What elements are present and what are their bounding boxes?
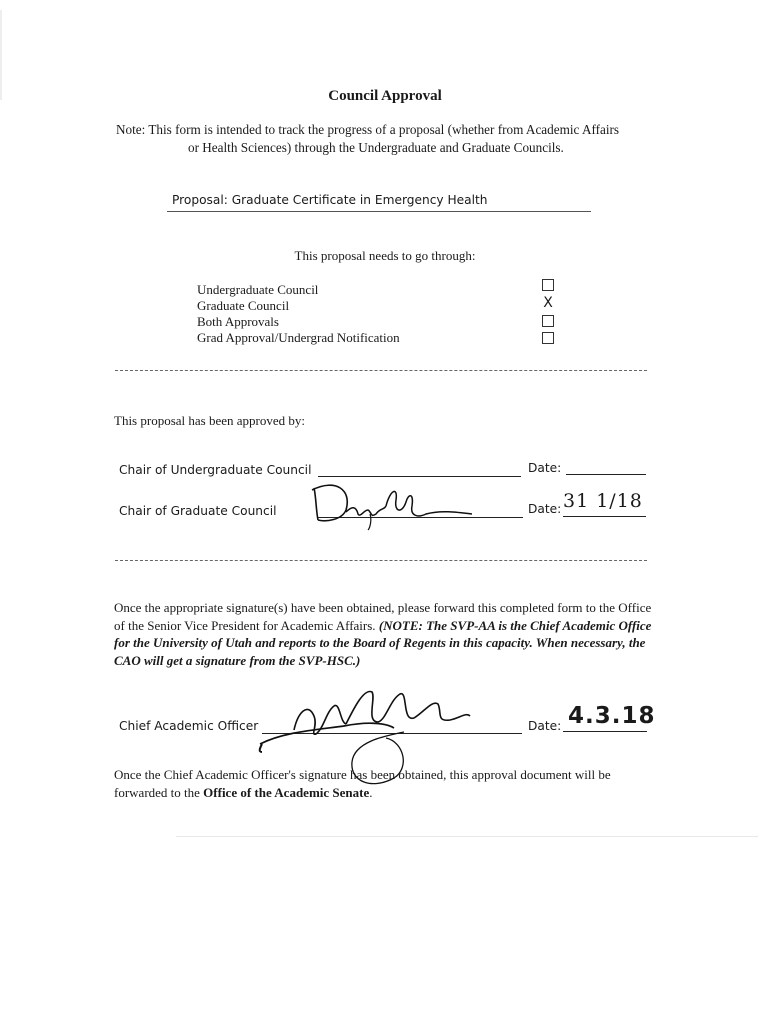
- cao-date-handwritten: 4.3.18: [568, 703, 656, 729]
- option-both-approvals: Both Approvals: [197, 314, 279, 329]
- form-note: [116, 121, 676, 157]
- final-period: .: [369, 784, 373, 800]
- routing-heading: This proposal needs to go through:: [294, 248, 476, 263]
- form-title: Council Approval: [328, 88, 442, 104]
- cao-date-line[interactable]: [563, 731, 647, 732]
- grad-chair-label: Chair of Graduate Council: [119, 504, 277, 518]
- grad-chair-date-label: Date:: [528, 502, 562, 516]
- undergrad-chair-label: Chair of Undergraduate Council: [119, 463, 312, 477]
- forwarding-instructions: [114, 599, 659, 669]
- scan-artifact-line: [176, 836, 758, 837]
- cao-date-label: Date:: [528, 719, 562, 733]
- option-graduate-council: Graduate Council: [197, 298, 290, 313]
- academic-senate-office: Office of the Academic Senate: [203, 784, 370, 800]
- proposal-title: Proposal: Graduate Certificate in Emergency Health: [172, 193, 488, 207]
- option-undergraduate-council: Undergraduate Council: [197, 282, 319, 297]
- note-line-2: or Health Sciences) through the Undergraduate and Graduate Councils.: [188, 140, 564, 155]
- checkbox-undergraduate-council[interactable]: [542, 279, 554, 291]
- final-instructions: [114, 766, 659, 801]
- note-line-1: Note: This form is intended to track the progress of a proposal (whether from Academic Affairs: [116, 122, 620, 137]
- forwarding-text: Once the appropriate signature(s) have been obtained, please forward this completed form to the Office of the Senior Vice President for Academic Affairs.: [114, 600, 652, 633]
- checkbox-grad-approval-undergrad-notification[interactable]: [542, 332, 554, 344]
- proposal-underline: [167, 211, 591, 212]
- cao-label: Chief Academic Officer: [119, 719, 259, 733]
- forwarding-note: (NOTE: The SVP-AA is the Chief Academic Office for the University of Utah and reports to the Board of Regents in this capacity. When necessary, the CAO will get a signature from the SVP-HSC.): [114, 617, 652, 668]
- grad-chair-signature: [306, 476, 486, 532]
- grad-chair-date-handwritten: 31 1/18: [563, 490, 643, 512]
- approved-by-heading: This proposal has been approved by:: [114, 413, 305, 428]
- checkbox-both-approvals[interactable]: [542, 315, 554, 327]
- final-text: Once the Chief Academic Officer's signature has been obtained, this approval document will be forwarded to the: [114, 767, 611, 800]
- checkbox-graduate-council-mark[interactable]: X: [543, 295, 553, 311]
- section-divider-2: [115, 560, 647, 561]
- option-grad-approval-undergrad-notification: Grad Approval/Undergrad Notification: [197, 330, 400, 345]
- undergrad-chair-date-line[interactable]: [566, 474, 646, 475]
- section-divider-1: [115, 370, 647, 371]
- undergrad-chair-date-label: Date:: [528, 461, 562, 475]
- scan-edge-shadow: [0, 10, 2, 100]
- grad-chair-date-line[interactable]: [563, 516, 646, 517]
